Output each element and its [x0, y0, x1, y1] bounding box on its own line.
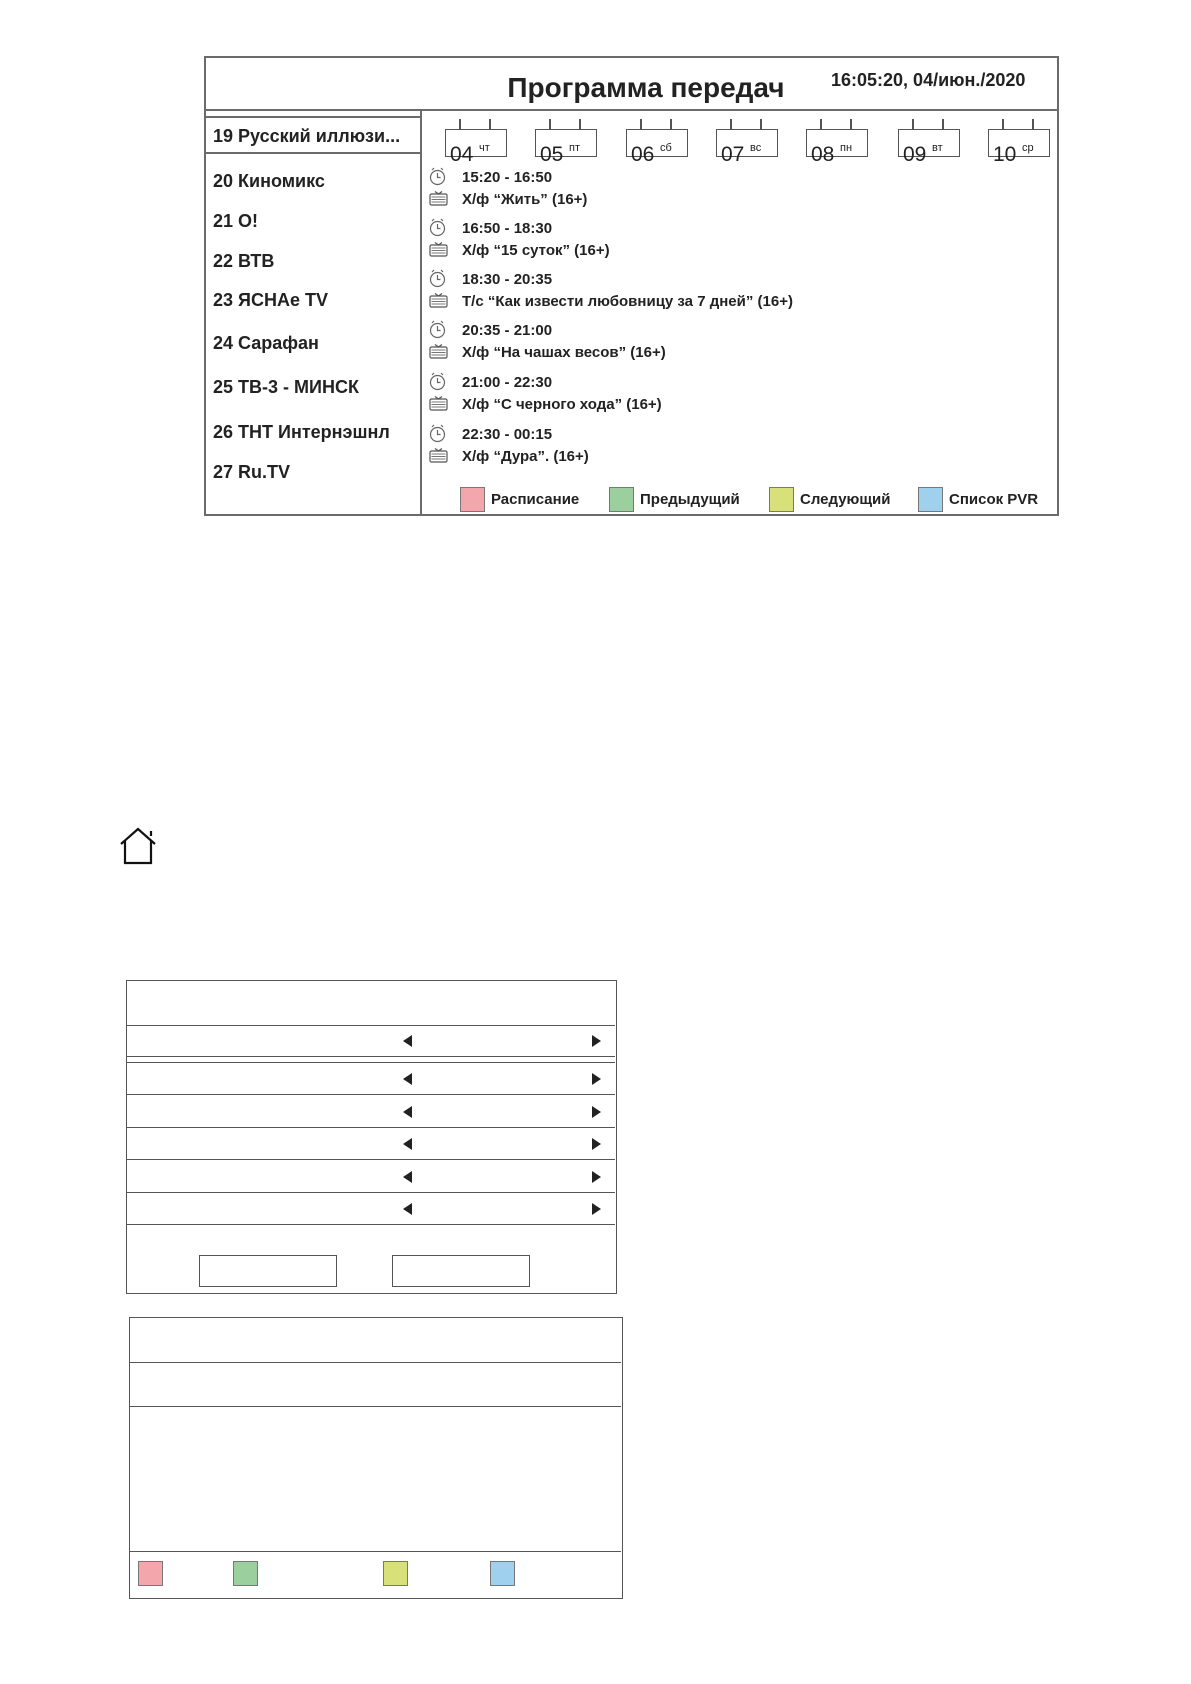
divider [127, 1224, 615, 1225]
program-time: 15:20 - 16:50 [462, 169, 553, 186]
divider [127, 1062, 615, 1063]
info-dialog [129, 1317, 623, 1599]
program-item[interactable] [424, 268, 1044, 318]
triangle-left-icon[interactable] [403, 1203, 412, 1215]
channel-label: 25 ТВ-3 - МИНСК [213, 377, 359, 397]
program-name: Х/ф “Дура”. (16+) [462, 448, 589, 465]
program-time: 18:30 - 20:35 [462, 271, 553, 288]
selected-channel[interactable] [206, 120, 420, 154]
day-number: 08 [811, 143, 835, 166]
day-tab[interactable] [898, 119, 960, 166]
alarm-clock-icon [429, 269, 446, 288]
triangle-left-icon[interactable] [403, 1138, 412, 1150]
legend-label: Следующий [800, 491, 891, 508]
program-time: 21:00 - 22:30 [462, 374, 553, 391]
channel-label: 22 ВТВ [213, 251, 275, 271]
triangle-right-icon[interactable] [592, 1073, 601, 1085]
yellow-key-icon[interactable] [383, 1561, 408, 1586]
day-box [626, 129, 688, 166]
triangle-right-icon[interactable] [592, 1106, 601, 1118]
day-abbr: вс [750, 142, 762, 154]
tv-icon [429, 242, 448, 257]
program-item[interactable] [424, 217, 1044, 267]
channel-label: 20 Киномикс [213, 171, 325, 191]
program-name: Х/ф “С черного хода” (16+) [462, 396, 662, 413]
divider [127, 1192, 615, 1193]
red-swatch-icon [460, 487, 485, 512]
alarm-clock-icon [429, 218, 446, 237]
program-name: Х/ф “15 суток” (16+) [462, 242, 610, 259]
divider [130, 1551, 621, 1552]
day-box [898, 129, 960, 166]
day-tab[interactable] [988, 119, 1050, 166]
channel-label: 23 ЯСНАе TV [213, 290, 328, 310]
day-box [806, 129, 868, 166]
day-box [988, 129, 1050, 166]
day-abbr: ср [1022, 142, 1034, 154]
program-item[interactable] [424, 166, 1044, 216]
alarm-clock-icon [429, 424, 446, 443]
day-abbr: пн [840, 142, 853, 154]
green-swatch-icon [609, 487, 634, 512]
yellow-swatch-icon [769, 487, 794, 512]
epg-screen [204, 56, 1059, 516]
divider [127, 1025, 615, 1026]
day-box [445, 129, 507, 166]
day-number: 04 [450, 143, 474, 166]
day-tab[interactable] [445, 119, 507, 166]
channel-panel [206, 111, 422, 514]
channel-item[interactable] [206, 247, 420, 277]
tv-icon [429, 191, 448, 206]
divider [130, 1362, 621, 1363]
divider [130, 1406, 621, 1407]
channel-item[interactable] [206, 329, 420, 359]
day-box [716, 129, 778, 166]
red-key-icon[interactable] [138, 1561, 163, 1586]
channel-item[interactable] [206, 373, 420, 403]
triangle-left-icon[interactable] [403, 1035, 412, 1047]
triangle-right-icon[interactable] [592, 1138, 601, 1150]
alarm-clock-icon [429, 167, 446, 186]
channel-item[interactable] [206, 207, 420, 237]
tv-icon [429, 448, 448, 463]
program-item[interactable] [424, 371, 1044, 421]
program-name: Т/с “Как извести любовницу за 7 дней” (16+) [462, 293, 793, 310]
settings-dialog [126, 980, 617, 1294]
channel-item[interactable] [206, 167, 420, 197]
triangle-left-icon[interactable] [403, 1106, 412, 1118]
program-name: Х/ф “Жить” (16+) [462, 191, 588, 208]
page-title: Программа передач [507, 72, 785, 103]
channel-item[interactable] [206, 286, 420, 316]
channel-item[interactable] [206, 418, 420, 448]
channel-item[interactable] [206, 458, 420, 488]
day-number: 05 [540, 143, 564, 166]
epg-header [206, 58, 1057, 111]
triangle-left-icon[interactable] [403, 1171, 412, 1183]
home-icon [118, 826, 160, 866]
selected-channel-label: 19 Русский иллюзи... [213, 126, 401, 146]
program-time: 22:30 - 00:15 [462, 426, 553, 443]
divider [127, 1159, 615, 1160]
day-number: 06 [631, 143, 655, 166]
tv-icon [429, 344, 448, 359]
schedule-panel [424, 111, 1057, 514]
day-abbr: вт [932, 142, 943, 154]
channel-list [206, 157, 420, 507]
tv-icon [429, 293, 448, 308]
day-number: 09 [903, 143, 927, 166]
channel-label: 26 ТНТ Интернэшнл [213, 422, 390, 442]
day-abbr: чт [479, 142, 490, 154]
alarm-clock-icon [429, 320, 446, 339]
program-time: 20:35 - 21:00 [462, 322, 553, 339]
day-tab[interactable] [626, 119, 688, 166]
ok-button[interactable] [199, 1255, 337, 1287]
program-item[interactable] [424, 423, 1044, 473]
cancel-button[interactable] [392, 1255, 530, 1287]
triangle-right-icon[interactable] [592, 1171, 601, 1183]
day-tab[interactable] [535, 119, 597, 166]
current-datetime: 16:05:20, 04/июн./2020 [831, 70, 1026, 90]
day-number: 10 [993, 143, 1017, 166]
day-abbr: пт [569, 142, 580, 154]
channel-label: 24 Сарафан [213, 333, 319, 353]
day-abbr: сб [660, 142, 672, 154]
legend-label: Предыдущий [640, 491, 740, 508]
program-item[interactable] [424, 319, 1044, 369]
alarm-clock-icon [429, 372, 446, 391]
day-box [535, 129, 597, 166]
program-name: Х/ф “На чашах весов” (16+) [462, 344, 666, 361]
program-time: 16:50 - 18:30 [462, 220, 553, 237]
channel-label: 21 О! [213, 211, 259, 231]
day-tab[interactable] [806, 119, 868, 166]
day-number: 07 [721, 143, 745, 166]
channel-panel-divider [206, 111, 420, 118]
day-tab[interactable] [716, 119, 778, 166]
triangle-right-icon[interactable] [592, 1203, 601, 1215]
divider [127, 1127, 615, 1128]
legend-label: Список PVR [949, 491, 1039, 508]
triangle-left-icon[interactable] [403, 1073, 412, 1085]
legend-label: Расписание [491, 491, 580, 508]
channel-label: 27 Ru.TV [213, 462, 291, 482]
green-key-icon[interactable] [233, 1561, 258, 1586]
blue-swatch-icon [918, 487, 943, 512]
blue-key-icon[interactable] [490, 1561, 515, 1586]
divider [127, 1094, 615, 1095]
divider [127, 1056, 615, 1057]
tv-icon [429, 396, 448, 411]
triangle-right-icon[interactable] [592, 1035, 601, 1047]
